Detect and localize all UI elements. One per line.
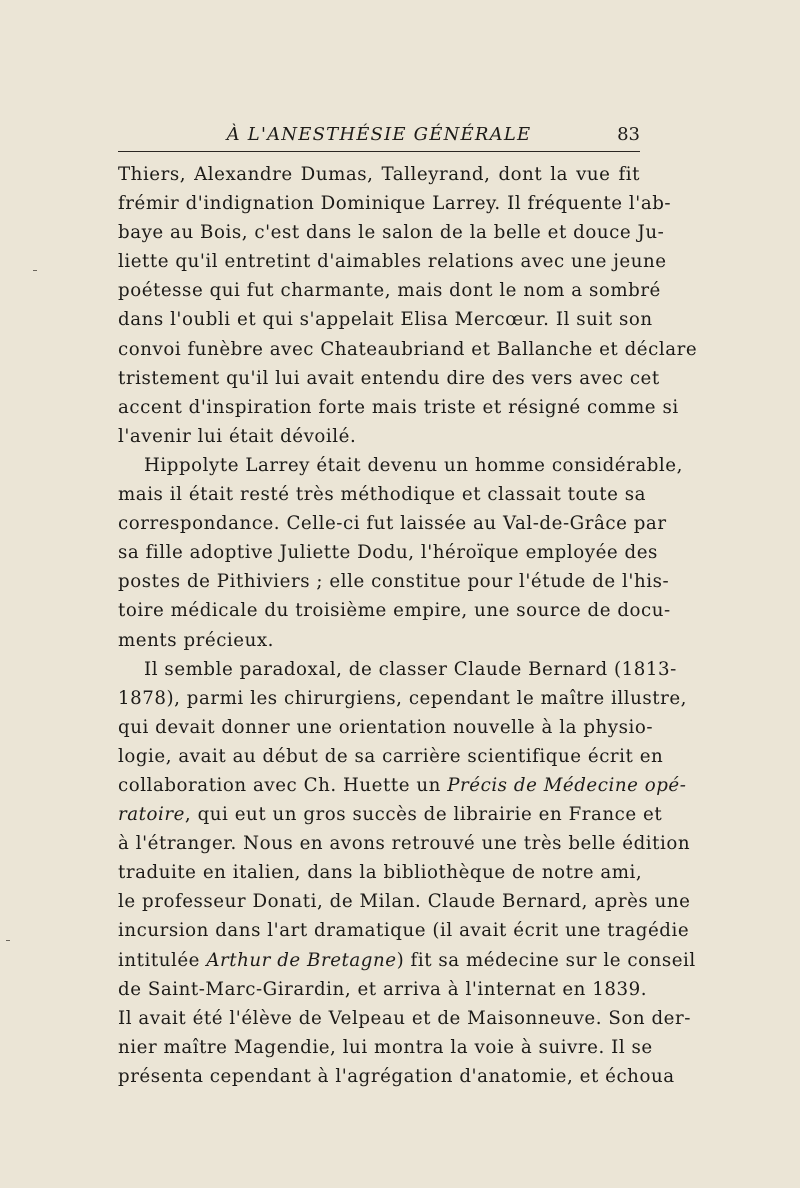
text-line xyxy=(118,800,663,829)
text-line: traduite en italien, dans la bibliothèque de notre ami, xyxy=(118,862,643,884)
text-line: correspondance. Celle-ci fut laissée au Val-de-Grâce par xyxy=(118,513,667,535)
text-segment: ) fit sa médecine sur le conseil xyxy=(396,949,696,971)
text-line: baye au Bois, c'est dans le salon de la belle et douce Ju- xyxy=(118,222,665,244)
text-line: présenta cependant à l'agrégation d'anatomie, et échoua xyxy=(118,1065,675,1087)
text-line: tristement qu'il lui avait entendu dire des vers avec cet xyxy=(118,367,660,389)
text-line: convoi funèbre avec Chateaubriand et Ballanche et déclare xyxy=(118,338,698,360)
text-line: 1878), parmi les chirurgiens, cependant le maître illustre, xyxy=(118,687,687,709)
text-line: qui devait donner une orientation nouvelle à la physio- xyxy=(118,716,654,738)
text-segment: , qui eut un gros succès de librairie en France et xyxy=(184,804,663,826)
text-line: logie, avait au début de sa carrière scientifique écrit en xyxy=(118,745,664,767)
italic-title: Arthur de Bretagne xyxy=(206,949,397,971)
running-title: À L'ANESTHÉSIE GÉNÉRALE xyxy=(226,124,532,145)
page-header xyxy=(118,124,640,150)
text-line: sa fille adoptive Juliette Dodu, l'héroïque employée des xyxy=(118,542,658,564)
text-line xyxy=(118,771,687,800)
text-line: incursion dans l'art dramatique (il avait écrit une tragédie xyxy=(118,920,690,942)
paragraph-start: Hippolyte Larrey était devenu un homme considérable, xyxy=(144,454,683,476)
text-line: à l'étranger. Nous en avons retrouvé une très belle édition xyxy=(118,833,691,855)
text-line: Thiers, Alexandre Dumas, Talleyrand, dont la vue fit xyxy=(118,164,640,185)
margin-mark xyxy=(6,940,10,941)
text-line: poétesse qui fut charmante, mais dont le nom a sombré xyxy=(118,280,661,302)
text-line: toire médicale du troisième empire, une source de docu- xyxy=(118,600,671,622)
text-line: accent d'inspiration forte mais triste et résigné comme si xyxy=(118,396,679,418)
italic-title: ratoire xyxy=(118,804,185,826)
text-line: mais il était resté très méthodique et classait toute sa xyxy=(118,484,647,506)
text-line: nier maître Magendie, lui montra la voie à suivre. Il se xyxy=(118,1036,653,1058)
text-segment: intitulée xyxy=(118,949,200,971)
text-segment: collaboration avec Ch. Huette un xyxy=(118,774,441,796)
text-line: l'avenir lui était dévoilé. xyxy=(118,425,357,447)
text-line: Il avait été l'élève de Velpeau et de Maisonneuve. Son der- xyxy=(118,1007,691,1029)
text-line: frémir d'indignation Dominique Larrey. Il fréquente l'ab- xyxy=(118,193,672,215)
page-number: 83 xyxy=(617,124,640,145)
text-line: liette qu'il entretint d'aimables relations avec une jeune xyxy=(118,251,667,273)
text-line: dans l'oubli et qui s'appelait Elisa Mercœur. Il suit son xyxy=(118,309,653,331)
header-rule xyxy=(118,151,640,152)
text-line: ments précieux. xyxy=(118,629,275,651)
italic-title: Précis de Médecine opé- xyxy=(447,774,687,796)
text-line xyxy=(118,946,696,975)
body-text xyxy=(118,160,698,1091)
text-line: de Saint-Marc-Girardin, et arriva à l'internat en 1839. xyxy=(118,978,648,1000)
margin-mark xyxy=(33,270,37,271)
paragraph-start: Il semble paradoxal, de classer Claude Bernard (1813- xyxy=(144,658,677,680)
text-line: le professeur Donati, de Milan. Claude Bernard, après une xyxy=(118,891,691,913)
text-line: postes de Pithiviers ; elle constitue pour l'étude de l'his- xyxy=(118,571,670,593)
